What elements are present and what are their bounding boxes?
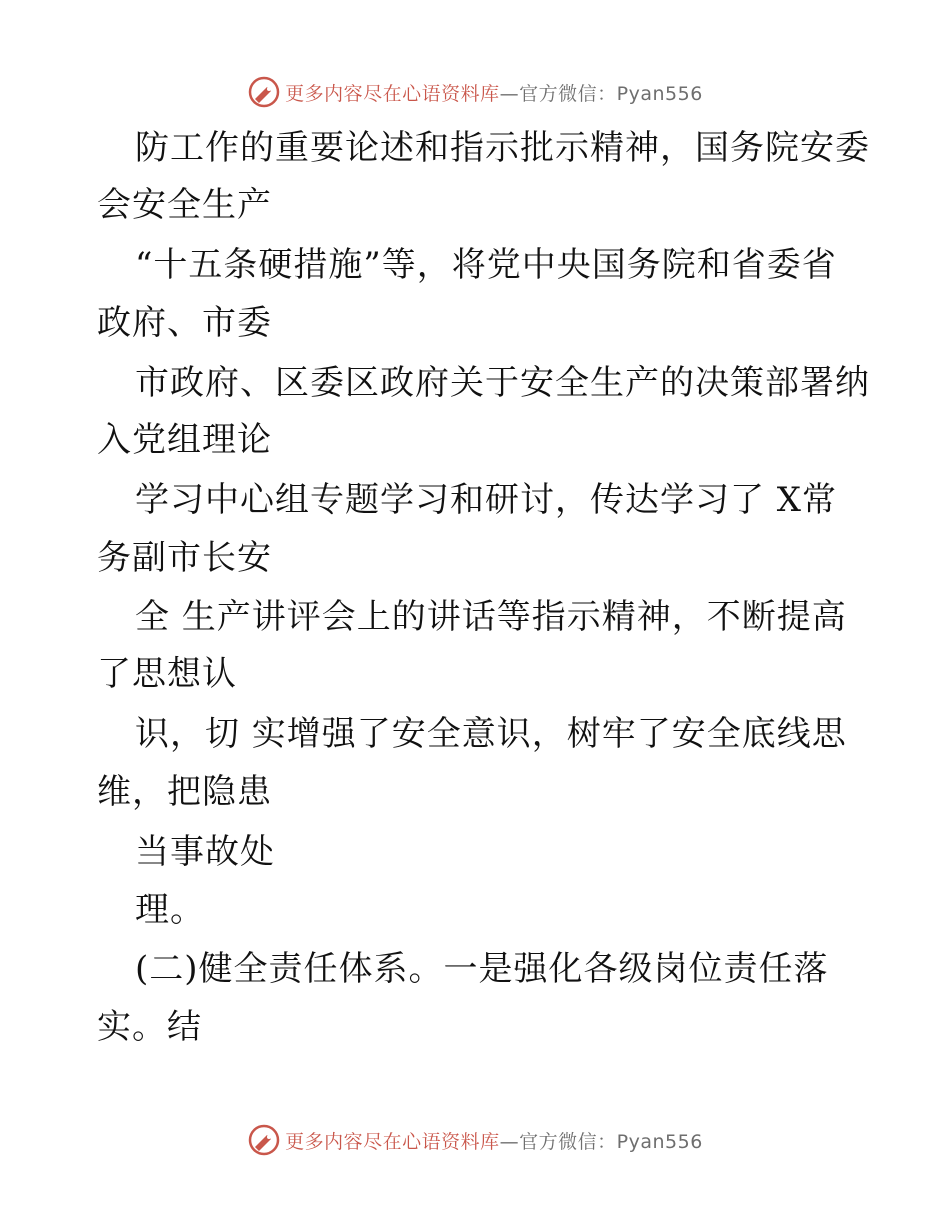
body-line: 理。 [135, 890, 205, 930]
body-line: 市政府、区委区政府关于安全生产的决策部署纳 [135, 363, 870, 403]
body-line: 务副市长安 [97, 538, 272, 578]
pen-nib-circle-icon [247, 75, 281, 109]
footer-banner-suffix: 官方微信：Pyan556 [519, 1130, 703, 1153]
header-banner-text [285, 79, 703, 106]
body-line: 防工作的重要论述和指示批示精神，国务院安委 [135, 128, 870, 168]
footer-banner-dash: — [499, 1130, 520, 1153]
header-banner-title: 更多内容尽在心语资料库 [285, 82, 500, 105]
body-line: 识，切 实增强了安全意识，树牢了安全底线思 [135, 714, 847, 754]
body-line: 会安全生产 [97, 185, 272, 225]
footer-watermark-banner [0, 1120, 950, 1160]
body-line: 全 生产讲评会上的讲话等指示精神，不断提高 [135, 597, 847, 637]
body-line: 政府、市委 [97, 303, 272, 343]
pen-nib-circle-icon [247, 1123, 281, 1157]
body-line: 维，把隐患 [97, 772, 272, 812]
body-line: 当事故处 [135, 832, 275, 872]
header-banner-dash: — [499, 82, 520, 105]
body-line: 了思想认 [97, 654, 237, 694]
footer-banner-text [285, 1127, 703, 1154]
body-line: 实。结 [97, 1007, 202, 1047]
body-line: 学习中心组专题学习和研讨，传达学习了 X常 [135, 480, 838, 520]
body-line: “十五条硬措施”等，将党中央国务院和省委省 [135, 245, 837, 285]
body-line: 入党组理论 [97, 420, 272, 460]
header-banner-suffix: 官方微信：Pyan556 [519, 82, 703, 105]
header-watermark-banner [0, 72, 950, 112]
footer-banner-title: 更多内容尽在心语资料库 [285, 1130, 500, 1153]
body-line: (二)健全责任体系。一是强化各级岗位责任落 [135, 949, 829, 989]
